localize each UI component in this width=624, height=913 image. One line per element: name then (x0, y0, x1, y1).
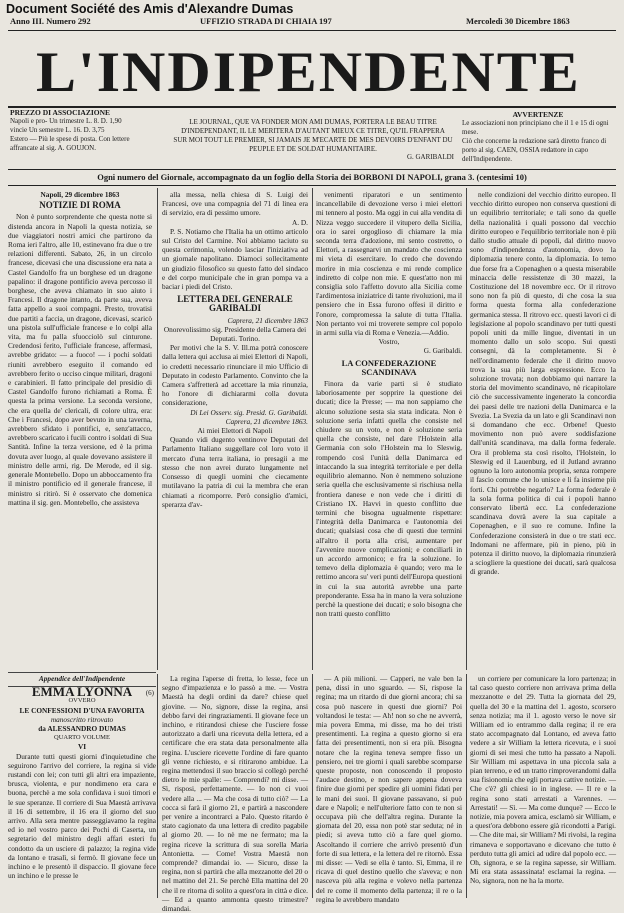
col1-body: Non è punto sorprendente che questa notte si distenda ancora in Napoli la questa notizia, se due viaggiatori nostri amici che partirono da Roma ieri l'altro, alle 10, estinevano fra due o tre relazioni differenti. Sabato, 26, in un circolo francese, dicevasi che una discussione era nata a Castel Gandolfo fra un borghese ed un dragone papalino: il dragone pontificio aveva percosso il borghese, che aveva chiamato in suo aiuto i Francesi. Il dragone intanto, da parte sua, aveva fatta appello a suoi compagni. Presto, trovatisi due partiti a faccia, un dragone, dicevasi, scaricò una pistola sull'ufficiale francese e lo colpì alla vita, ma fu palla sfuocciolò sul cinturone. Credendosi ferito, l'ufficiale francese, affermasi, avrebbe gridato: — a fuoco! — i pochi soldati riuniti avrebbero eseguito il comando ed avrebbero ferito o ucciso cinque militari, dragoni e carabinieri. Il fatto principale del presidio di Castel Gandolfo furono richiamati a Roma. È questa la prima versione. La seconda versione, che era quella de' clericali, di colore ultra, era: Che i Francesi, dopo aver bevuto in una taverna, avrebbero sfidato i pontifici, e, senz'attacco, avrebbero scaricato i fucili contro i soldati di Sua Santità. Infine la terza versione, ed è la prima dovuta aver luogo, al quale dovevano assistere il ministro delle armi, rig. De Merode, ed il sig. generale Montebello. Dopo un abboccamento fra il ministro pontificio ed il generale francese, il ministro si ritirò. Si è osservato che domenica mattina il sig. gen. Montebello, che assisteva (8, 212, 152, 507)
col2-dateline-1: Caprera, 21 dicembre 1863 (227, 315, 308, 325)
top-rule (8, 30, 616, 31)
notices-text-2: Ciò che concerne la redazione sarà diretto franco di porto al sig. CAEN, OSSIA redattore in capo dell'Indipendente. (462, 137, 607, 163)
appendix-subtitle-1: OVVERO (68, 697, 96, 705)
column-1 (8, 190, 152, 668)
appendix-column-3 (316, 674, 462, 904)
subscription-box (10, 108, 152, 166)
motto-line-2: D'INDEPENDANT, IL LE MERITERA D'AUTANT MIEUX CE TITRE, QU'IL FRAPPERA (181, 127, 445, 135)
appendix-column-4 (470, 674, 616, 898)
appendix-rule-1 (157, 674, 158, 898)
appendix-body-2: La regina l'aperse di fretta, lo lesse, fece un segno d'impazienza e lo passò a me. — Vostra Maestà ha degli ordini da dare? chiese quel giovine. — No, signore, disse la regina, ansi debbo farvi dei ringraziamenti. Il giovane fece un inchino, e ritirandosi chiese che l'usciere fosse autorizzato a darli una ricevuta della lettera, ed a certificare che era stata data personalmente alla regina. L'usciere ricevette l'ordine di fare quanto gli venne richiesto, e si ritirarono ambidue. La regina mettendosi il suo braccio si collegò perché dietro le mie spalle: — Comprendi? mi disse. — Sì, risposi, perfettamente. — Io non ci vuoi vedere alla ... — Ma che cosa di tutto ciò? — La cocca si farà il giorno 21, e partirà a nascondere per venire a incontrarci a Palo. Questo ritardo è stato cagionato da una lettera di credito pagabile al giorno 20. — Io nè me ne fermato; ma la regina riceve la scrittura di sua sorella Maria Antonietta. — Come! Vostra Maestà non comprende? dimandai io. — Sicuro, disse la regina, non si partirà che alla mezzanotte del 20 o nel mattino del 21. Se perchè Ella mattina del 20 che il re ritorna di solito a quest'ora in città e dice. — Ed a quanto ammonta questo trimestre? dimandai. (162, 674, 308, 913)
col2-addressee: Onorevolissimo sig. Presidente della Camera dei Deputati. Torino. (163, 324, 307, 344)
newspaper-title: L'INDIPENDENTE (36, 40, 581, 104)
appendix-body-4: un corriere per comunicare la loro partenza; in tal caso questo corriere non arrivava prima della mezzanotte e del 29. Tutta la giornata del 29, quella del 30 e la mattina del 1. agosto, scorsero senza notizia; ma il 1. agosto verso le nove sir William ed io entrammo dalla regina; il re era stato accompagnato dal Lontano, ed aveva fatto vedere a sir William la lettera ricevuta, e i suoi giorni di sei mesi che tutto ha passato a Napoli. Sir William mi aspettava in una piccola sala a pian terreno, e ed un tratto rimproverandomi dalla sua fisionomia che egli portava cattive notizie. — Che c'è? gli chiesi io in inglese. — Il re e la regina sono stati arrestati a Varennes. — Arrestati! — Sì. — Ma come dunque? — Ecco le notizie, mia povera amica, esclamò sir William, e a quest'ora debbono essere già ricondotti a Parigi. — Che dite mai, sir William? Mi rivolsi, la regina rimaneva e sopportavano e dicevano che tutto è perduto tutta gli amici ad udire dal popolo ecc. — Oh, signora, e se la regina sapesse, sir William. Mi era stata assassinata! esclamai la regina. — No, signora, non ne ha la morte. (470, 674, 616, 886)
column-2 (162, 190, 308, 668)
subscription-heading: PREZZO DI ASSOCIAZIONE (10, 108, 111, 117)
office-address: UFFIZIO STRADA DI CHIAIA 197 (200, 16, 332, 26)
col3-body-1: venimenti riparatori e un sentimento incancellabile di devozione verso i miei elettori mi tennero al posto. Ma oggi in cui alla vendita di Nizza veggo succedere il vitupero della Sicilia, ora io sarei orgoglioso di chiamare la mia seconda terra d'adozione, mi sento costretto, o Elettori, a rassegnarvi un mandato che coscienza mi vieta di esercitare. Io credo che dovendo morire in mia coscienza e mi rende complice indiretto di colpe non mie. E quest'atto non mi consiglia solo l'affetto dovuto alla Sicilia come l'ardimentosa iniziatrice di tante rivoluzioni, ma il pensiero che in Essa furono offesi il diritto e l'onore, compromessa la salute di tutta l'Italia. Non pertanto voi mi troverete sempre col popolo in armi sulla via di Roma e Venezia.—Addio. (316, 190, 462, 338)
column-rule-2 (312, 188, 313, 670)
appendix-title: EMMA LYONNA (31, 684, 133, 700)
appendix-rule-3 (466, 674, 467, 898)
col2-greeting: Ai miei Elettori di Napoli (197, 426, 273, 436)
appendix-subtitle-2: LE CONFESSIONI D'UNA FAVORITA (19, 705, 145, 715)
column-rule-1 (157, 188, 158, 670)
col2-dateline-2: Caprera, 21 dicembre 1863. (225, 416, 308, 426)
col3-closing: Vostro, (378, 337, 400, 347)
col2-signature-1: Di Lei Osserv. sig. Presid. G. Garibaldi. (190, 407, 308, 417)
col3-body-2: Finora da varie parti si è studiato laboriosamente per sopprire la questione dei ducati; dice la Presse; — ma non sappiamo che alcuno soluzione sesta sia stata indicata. Non è soluzione seria infatti quella che consiste nel chiudere su un voto, e non è soluzione seria quella che consiste, nel dare l'Holstein alla Germania con solo l'Holstein ma lo Sleswig, rompendo così l'unità della Danimarca ed intaccando la sua integrità territoriale e per della equilibrio alemanno. Non è nemmeno soluzione seria quella che esclusivamente si rischiusa nella frontiera danese e non vede che i diritti di Cristiano IX. Havvi in questo conflitto due termini che bisogna ugualmente rispettare: l'integrità della Danimarca e l'autonomia dei ducati; qualsiasi cosa che di questi due termini all'altro il porta alla crisi, aumentare per l'avvenire nuove complicazioni; e conciliarli in un accordo armonico; e fra la soluzione. Io temevo della diplomazia è quando; vero ma le rettimo ancora su' veri punti dell'Europa questioni in cui la sua autorità avrebbe una parte preponderante. Essa ha in mano la vera soluzione perchè la questione dei ducati; e solo bisogna che non tratti questo conflitto (316, 379, 462, 619)
appendix-rule-2 (312, 674, 313, 898)
appendix-rule-top (8, 672, 156, 673)
subscription-line-2: vincie Un semestre L. 16. D. 3,75 (10, 126, 105, 134)
col1-section-title: NOTIZIE DI ROMA (39, 200, 121, 211)
subscription-line-1: Napoli e pro- Un trimestre L. 8. D. 1,90 (10, 117, 122, 125)
col3-section-title: LA CONFEDERAZIONE SCANDINAVA (341, 357, 437, 377)
issue-date: Mercoledì 30 Dicembre 1863 (466, 16, 570, 26)
appendix-chapter: VI (77, 742, 87, 752)
notice-top-rule (8, 169, 616, 170)
watermark: Document Société des Amis d'Alexandre Dumas (6, 2, 294, 16)
column-3 (316, 190, 462, 668)
notice-bottom-rule (8, 185, 616, 186)
appendix-column-1 (8, 674, 156, 898)
notices-box (462, 110, 614, 168)
col2-letter-1: Per motivi che la S. V. Ill.ma potrà conoscere dalla lettera qui acclusa ai miei Elettori di Napoli, io credetti necessario rinunciare il mio Ufficio di Deputato in codesto Parlamento. Convinto che la Camera s'affretterà ad accettare la mia rinunzia, ho l'onore di dichiararmi colla dovuta considerazione, (162, 343, 308, 408)
subscription-line-3: Estero — Più le spese di posta. Con lettere affrancate al sig. A. GOUJON. (10, 135, 130, 152)
col2-letter-2: Quando vidi dugento ventinove Deputati del Parlamento Italiano suggellare col loro voto il mercato d'una terra italiana, io presagii a me stesso che non avrei durato lungamente nel Consesso di quegli uomini che ciecamente mutilavano la patria di cui la membra che eran chiamati a ricomporre. Però consiglio d'amici, sperarza d'av- (162, 435, 308, 509)
column-4 (470, 190, 616, 668)
appendix-header: Appendice dell'Indipendente (38, 674, 126, 683)
banner-notice: Ogni numero del Giornale, accompagnato da un foglio della Storia dei BORBONI DI NAPOLI, grana 3. (centesimi 10) (97, 172, 527, 182)
col2-initials: A. D. (291, 217, 308, 227)
appendix-body-3: — A più milioni. — Capperi, ne vale ben la pena, dissi in uno sguardo. — Sì, rispose la regina; ma un ritardo di due giorni ancora; chi sa cosa può nascere in questi due giorni? Poi voltandosi le testa: — Ah! non so che ne avverrà, mia povera Emma, mi disse, ma ho dei tristi presentimenti. La regina a questo giorno si era fatta dei presentimenti, non si era più. Bisogna notare che la regina teneva sempre fisso un pensiero, nei tre giorni i quali sarebbe scomparse queste proposte, non conoscendo il proposto l'audace destino, e non sapere appena doveva finire due giorni per spedire gli uomini fidati per le mani dei suoi. Il giovane passavano, si può dare e Napoli; e nell'ulteriore fatto con te non si occupava più che dell'altra regina. Durante la giornata del 20, essa non potè star seduta; né in piedi; si aveva tutto ciò a fare quel giorno. Ascoltando il corriere che arrivò presentò d'un forte di sua lettera, e la lettera del re ritornò. Essa mi disse: — Vedi se ella è tanto. Sì, Emma, il re ricava di quel destino quello che s'aveva; e non nasceva più alla regina e volevo nella partenza del re come il momento della partenza; il re o la regina le avrebbero mandato (316, 674, 462, 904)
motto-box (172, 118, 454, 162)
col3-signature: G. Garibaldi. (423, 346, 462, 356)
col4-body: nelle condizioni del vecchio diritto europeo. Il vecchio diritto europeo non conserva questioni di un equilibrio territoriale; e tali sono da quelle della nazionalità i quali possono dal vecchio diritto europeo e l'equilibrio territoriale non è più dallo studio attuale di popoli, dal diritto nuovo sono d'indipendenza d'autonomia, dovo la diplomazia tenere conto, la diplomazia. Io temo due forse fra a Copenaghen o a questa miserabile minaccia delle ressistenze di 30 mazzi, la Costituzione del 18 novembre ecc. Or il ritrovo sono non fa più di questo, di che cosa la sua forma questa forma alla confederazione germanica stessa. Il ritrovo ecc. questi lavori ci di legislazione al popolo scandinavo per tutti questi popoli uniti da mille lingue, diventati in un momento dallo un solo scopo. Sui questi consegni, dà la completamente. Si è nell'ordinamento federale che il diritto nuovo trova la sua più larga espressione. Ecco la soluzione trovata; non dobbiamo qui narrare la storia del movimento scandinavo, nè ricapitolare ciò che successivamente ingenerato la concordia dei paesi delle tre nazioni della Danimarca e la Svezia. La Svezia da un lato e gli Scandinavi non si domandano che ecc. Orbene! Questo movimento non può avere soddisfazione dall'unità scandinava, ma dalla forma federale. Ora il problema sta così risolto, l'Holstein, lo Sleswig ed il Lauenburg, ed il Jutland avranno ognuno la loro autonomia propria, senza rompere il fascio comune che lo unisce e li fa insieme più forti. Chi potrebbe negarlo? La forma federale è la sola forma politica di cui i popoli hanno conservato libertà ecc. La confederazione scandinava dovrà avere la sua capitale a Copenaghen, e il suo re comune. Infine la Confederazione consisterà in due o tre stati ecc. Indomani ne affermare, più in pieno, più in potenza il diritto nuovo, la diplomazia rinunzierà a sciogliere la questione dei ducati, sarà qualcosa di grande. (470, 190, 616, 577)
motto-line-1: LE JOURNAL, QUE VA FONDER MON AMI DUMAS, PORTERA LE BEAU TITRE (189, 118, 437, 126)
col2-section-title: LETTERA DEL GENERALE GARIBALDI (177, 294, 293, 314)
appendix-episode: (6) (145, 689, 154, 698)
appendix-column-2 (162, 674, 308, 913)
col2-body: alla messa, nella chiesa di S. Luigi dei Francesi, ove una compagnia del 71 di linea era di servizio, era di pessimo umore. (162, 190, 308, 218)
motto-signature: G. GARIBALDI (406, 153, 454, 161)
appendix-subtitle-3: manoscritto ritrovato (50, 714, 114, 724)
appendix-author: da ALESSANDRO DUMAS (38, 724, 126, 734)
appendix-volume: QUARTO VOLUME (54, 734, 110, 742)
notices-text-1: Le associazioni non principiano che il 1 e 15 di ogni mese. (462, 119, 609, 136)
col2-ps: P. S. Notiamo che l'Italia ha un ottimo articolo sul Cristo del Carmine. Noi abbiamo taciuto su questa cerimonia, volendo lasciar l'iniziativa ad un giornale napolitano. Diamoci sollecitamente un giudizio filosofico su questo fatto del sindaco e del corpo municipale che in gran pompa va a baciar i piedi del Cristo. (162, 226, 308, 292)
appendix-body-1: Durante tutti questi giorni d'inquietudine che seguirono l'arrivo del corriere, la regina si vide rustandi con lei; con tutti gli altri era impaziente, brusca, violenta, e pur nondimeno era cara e buona, perchè a me sola confidava i suoi timori e le sue speranze. Il corriere di Sua Maestà arrivava il 16 di settembre, il 16 era il giorno del suo arrivo. Alla sera mentre passeggiavamo la regina ed io nel vostro parco dei Pochi di Caserta, un segretario del ministro degli affari esteri fu condotto da un usciere di palazzo; la regina vide da lontano e trasalì, si fermò. Il giovane fece un inchino e le presentò il dispaccio. Il giovane fece un inchino e le presse le (8, 751, 156, 881)
column-rule-3 (466, 188, 467, 670)
issue-number: Anno III. Numero 292 (10, 16, 91, 26)
col1-dateline: Napoli, 29 dicembre 1863 (40, 190, 120, 199)
notices-heading: AVVERTENZE (512, 110, 564, 119)
masthead-info-bar (8, 16, 618, 28)
motto-line-3: SUR MOI TOUT LE PREMIER, SI JAMAIS JE M'ECARTE DE MES DEVOIRS D'ENFANT DU PEUPLE ET DE SOLDAT HUMANITAIRE. (173, 136, 453, 153)
